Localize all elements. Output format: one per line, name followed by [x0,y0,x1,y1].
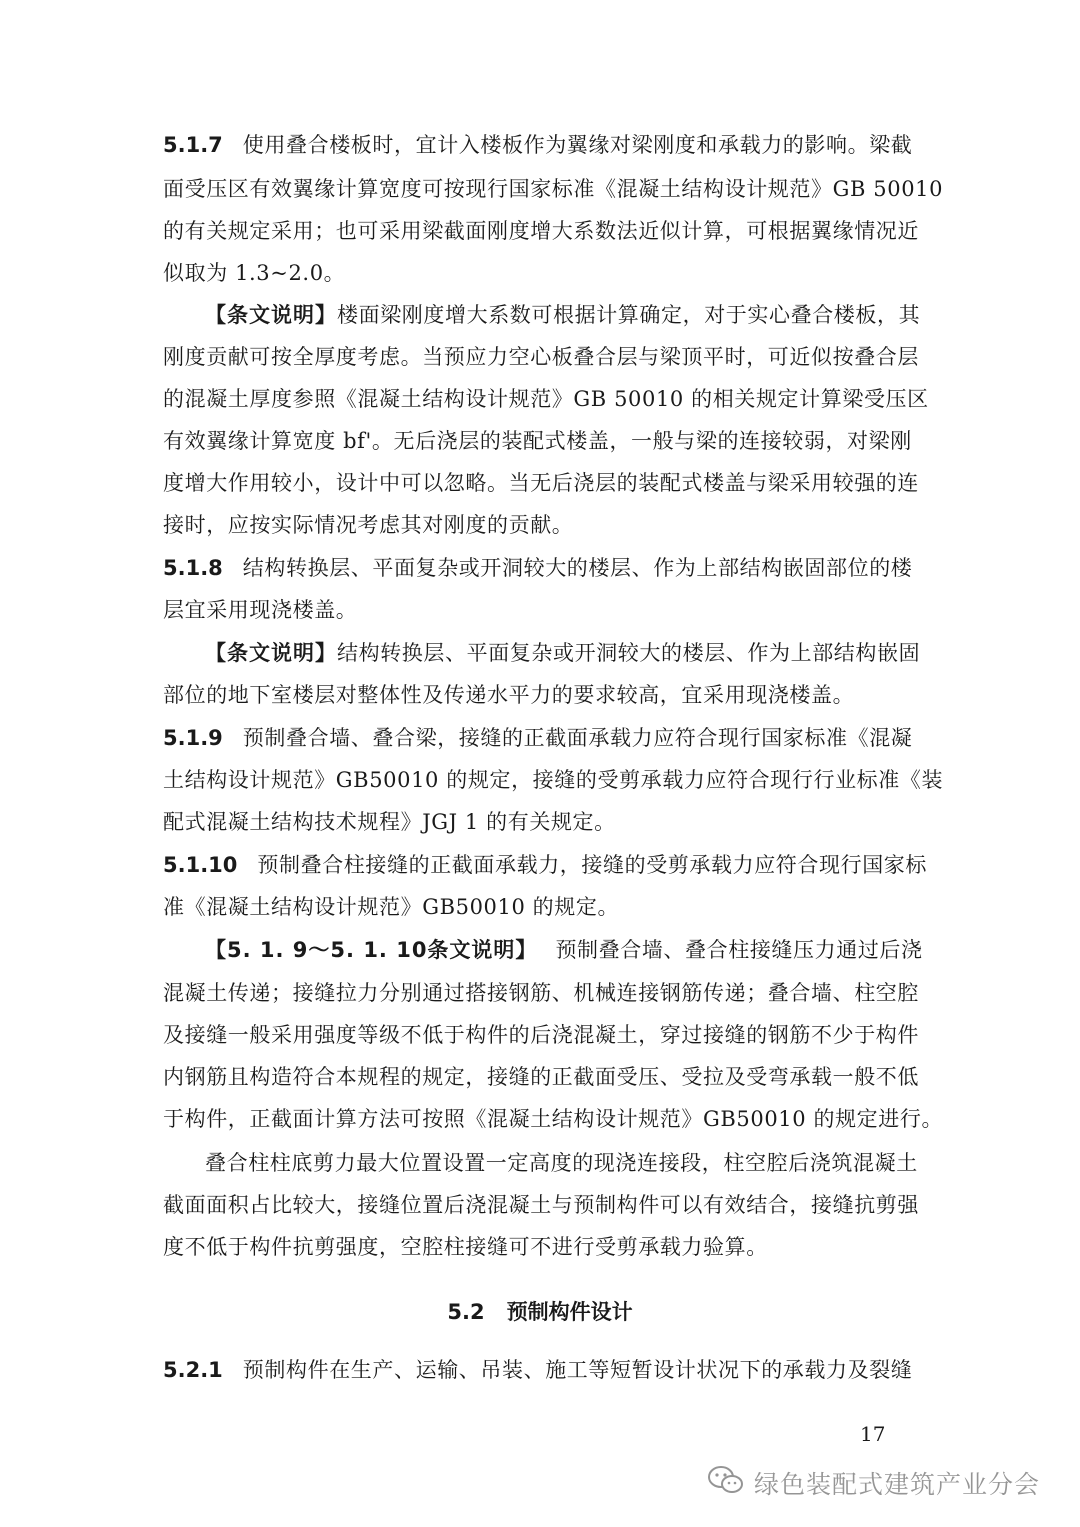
note-label: 【条文说明】 [205,303,337,327]
note-5-1-9-10-line-4: 内钢筋且构造符合本规程的规定，接缝的正截面受压、受拉及受弯承载一般不低 [163,1065,919,1089]
note-5-1-7-line-2: 刚度贡献可按全厚度考虑。当预应力空心板叠合层与梁顶平时，可近似按叠合层 [163,345,919,369]
clause-number: 5.2.1 [163,1358,223,1382]
clause-5-1-7-line-1: 5.1.7 使用叠合楼板时，宜计入楼板作为翼缘对梁刚度和承载力的影响。梁截 [163,133,913,157]
note-label: 【条文说明】 [205,641,337,665]
note-5-1-7-line-5: 度增大作用较小，设计中可以忽略。当无后浇层的装配式楼盖与梁采用较强的连 [163,471,919,495]
clause-5-1-10-line-2: 准《混凝土结构设计规范》GB50010 的规定。 [163,895,620,919]
note-5-1-7-line-6: 接时，应按实际情况考虑其对刚度的贡献。 [163,513,574,537]
note-para2-line-3: 度不低于构件抗剪强度，空腔柱接缝可不进行受剪承载力验算。 [163,1235,768,1259]
clause-5-1-8-line-2: 层宜采用现浇楼盖。 [163,598,358,622]
note-5-1-7-line-1: 【条文说明】楼面梁刚度增大系数可根据计算确定，对于实心叠合楼板，其 [205,303,921,327]
clause-5-1-9-line-2: 土结构设计规范》GB50010 的规定，接缝的受剪承载力应符合现行行业标准《装 [163,768,944,792]
clause-number: 5.1.7 [163,133,223,157]
note-5-1-9-10-line-2: 混凝土传递；接缝拉力分别通过搭接钢筋、机械连接钢筋传递；叠合墙、柱空腔 [163,981,919,1005]
clause-5-1-7-line-4: 似取为 1.3~2.0。 [163,261,346,285]
section-title-text: 预制构件设计 [506,1300,633,1324]
note-5-1-9-10-line-3: 及接缝一般采用强度等级不低于构件的后浇混凝土，穿过接缝的钢筋不少于构件 [163,1023,919,1047]
clause-5-2-1-line-1: 5.2.1 预制构件在生产、运输、吊装、施工等短暂设计状况下的承载力及裂缝 [163,1358,913,1382]
page-number: 17 [860,1422,886,1446]
clause-number: 5.1.9 [163,726,223,750]
clause-5-1-10-line-1: 5.1.10 预制叠合柱接缝的正截面承载力，接缝的受剪承载力应符合现行国家标 [163,853,928,877]
clause-5-1-8-line-1: 5.1.8 结构转换层、平面复杂或开洞较大的楼层、作为上部结构嵌固部位的楼 [163,556,913,580]
watermark-text: 绿色装配式建筑产业分会 [754,1470,1041,1499]
clause-number: 5.1.8 [163,556,223,580]
watermark [706,1463,1040,1503]
clause-5-1-7-line-3: 的有关规定采用；也可采用梁截面刚度增大系数法近似计算，可根据翼缘情况近 [163,219,919,243]
section-number: 5.2 [447,1300,485,1324]
note-5-1-9-10-line-5: 于构件，正截面计算方法可按照《混凝土结构设计规范》GB50010 的规定进行。 [163,1107,944,1131]
wechat-icon [706,1464,754,1502]
note-5-1-8-line-1: 【条文说明】结构转换层、平面复杂或开洞较大的楼层、作为上部结构嵌固 [205,641,921,665]
clause-5-1-9-line-1: 5.1.9 预制叠合墙、叠合梁，接缝的正截面承载力应符合现行国家标准《混凝 [163,726,913,750]
note-para2-line-2: 截面面积占比较大，接缝位置后浇混凝土与预制构件可以有效结合，接缝抗剪强 [163,1193,919,1217]
clause-number: 5.1.10 [163,853,238,877]
clause-5-1-9-line-3: 配式混凝土结构技术规程》JGJ 1 的有关规定。 [163,810,616,834]
section-heading [0,1297,1080,1327]
note-para2-line-1: 叠合柱柱底剪力最大位置设置一定高度的现浇连接段，柱空腔后浇筑混凝土 [205,1151,918,1175]
note-label: 【5. 1. 9～5. 1. 10条文说明】 [205,938,538,962]
note-5-1-9-10-line-1: 【5. 1. 9～5. 1. 10条文说明】 预制叠合墙、叠合柱接缝压力通过后浇 [205,938,923,962]
note-5-1-7-line-4: 有效翼缘计算宽度 bf'。无后浇层的装配式楼盖，一般与梁的连接较弱，对梁刚 [163,429,912,453]
note-5-1-7-line-3: 的混凝土厚度参照《混凝土结构设计规范》GB 50010 的相关规定计算梁受压区 [163,387,929,411]
note-5-1-8-line-2: 部位的地下室楼层对整体性及传递水平力的要求较高，宜采用现浇楼盖。 [163,683,855,707]
clause-5-1-7-line-2: 面受压区有效翼缘计算宽度可按现行国家标准《混凝土结构设计规范》GB 50010 [163,177,944,201]
